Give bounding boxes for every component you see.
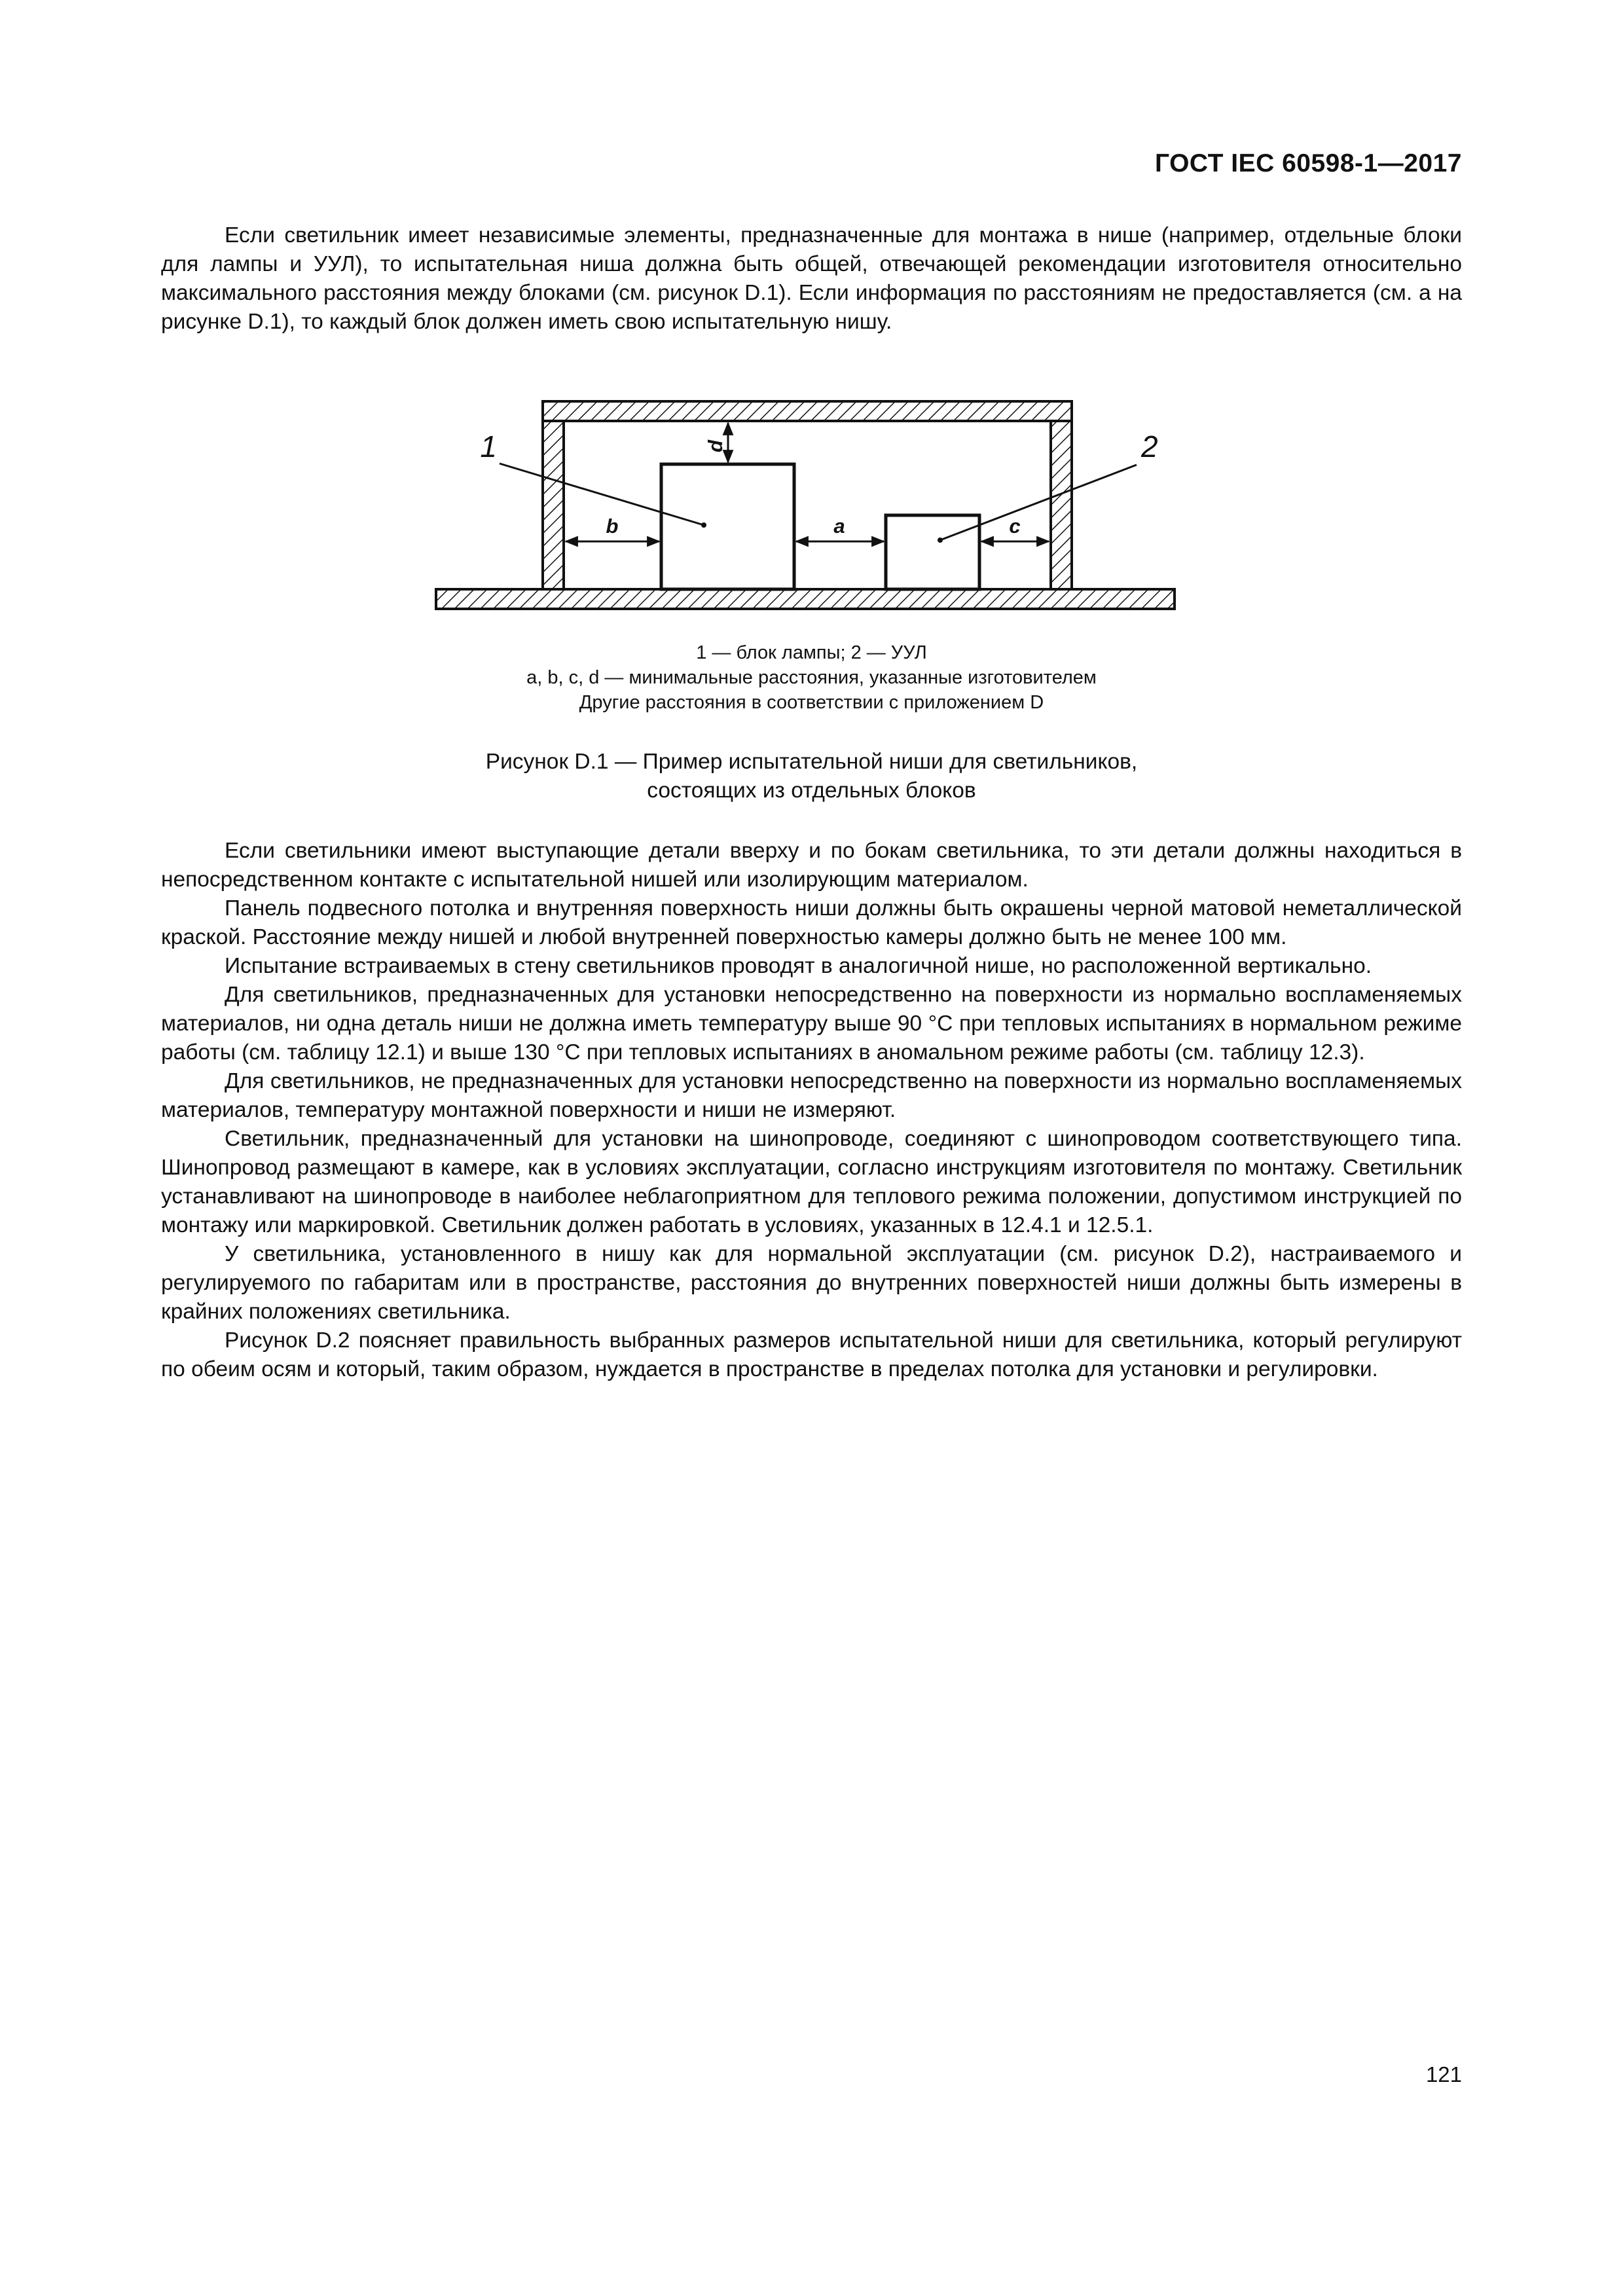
paragraph: Рисунок D.2 поясняет правильность выбранных размеров испытательной ниши для светильника, который регулируют по обеим осям и который, таким образом, нуждается в пространстве в пределах потолка для установки и регулировки. — [161, 1328, 1462, 1381]
paragraph: Светильник, предназначенный для установки на шинопроводе, соединяют с шинопроводом соответствующего типа. Шинопровод размещают в камере, как в условиях эксплуатации, согласно инструкциям изготовителя по монтажу. Светильник устанавливают на шинопроводе в наиболее неблагоприятном для теплового режима положении, допустимом инструкцией по монтажу или маркировкой. Светильник должен работать в условиях, указанных в 12.4.1 и 12.5.1. — [161, 1127, 1462, 1237]
paragraph: Если светильник имеет независимые элементы, предназначенные для монтажа в нише (например, отдельные блоки для лампы и УУЛ), то испытательная ниша должна быть общей, отвечающей рекомендации изготовителя относительно максимального расстояния между блоками (см. рисунок D.1). Если информация по расстояниям не предоставляется (см. a на рисунке D.1), то каждый блок должен иметь свою испытательную нишу. — [161, 223, 1462, 334]
caption-line: Рисунок D.1 — Пример испытательной ниши для светильников, — [485, 750, 1138, 774]
figure-caption — [161, 748, 1462, 805]
paragraph: У светильника, установленного в нишу как для нормальной эксплуатации (см. рисунок D.2), настраиваемого и регулируемого по габаритам или в пространстве, расстояния до внутренних поверхностей ниши должны быть измерены в крайних положениях светильника. — [161, 1242, 1462, 1324]
floor-plate — [436, 589, 1175, 609]
paragraph: Панель подвесного потолка и внутренняя поверхность ниши должны быть окрашены черной матовой неметаллической краской. Расстояние между нишей и любой внутренней поверхностью камеры должно быть не менее 100 мм. — [161, 896, 1462, 949]
legend-line: 1 — блок лампы; 2 — УУЛ — [696, 642, 927, 663]
dim-label-d: d — [704, 440, 727, 452]
caption-line: состоящих из отдельных блоков — [647, 778, 976, 803]
dim-label-a: a — [833, 515, 845, 538]
paragraph: Для светильников, предназначенных для установки непосредственно на поверхности из нормально воспламеняемых материалов, ни одна деталь ниши не должна иметь температуру выше 90 °С при тепловых испытаниях в нормальном режиме работы (см. таблицу 12.1) и выше 130 °С при тепловых испытаниях в аномальном режиме работы (см. таблицу 12.3). — [161, 983, 1462, 1065]
paragraph: Испытание встраиваемых в стену светильников проводят в аналогичной нише, но расположенной вертикально. — [225, 954, 1372, 978]
part-label-1: 1 — [480, 429, 497, 464]
legend-line: a, b, c, d — минимальные расстояния, указанные изготовителем — [526, 667, 1097, 688]
dim-label-b: b — [606, 515, 619, 538]
part-label-2: 2 — [1141, 429, 1158, 464]
legend-line: Другие расстояния в соответствии с приложением D — [579, 692, 1044, 713]
intro-text — [161, 221, 1462, 337]
lamp-block — [661, 464, 794, 589]
niche-top — [543, 401, 1072, 421]
body-text — [161, 837, 1462, 1384]
niche-left-wall — [543, 421, 564, 589]
figure-d1-diagram — [429, 388, 1182, 623]
control-gear-block — [886, 515, 979, 589]
paragraph: Для светильников, не предназначенных для установки непосредственно на поверхности из нормально воспламеняемых материалов, температуру монтажной поверхности и ниши не измеряют. — [161, 1069, 1462, 1122]
niche-diagram — [429, 388, 1182, 623]
document-id: ГОСТ IEC 60598-1—2017 — [1154, 149, 1462, 177]
page-number: 121 — [1425, 2062, 1462, 2086]
paragraph: Если светильники имеют выступающие детали вверху и по бокам светильника, то эти детали должны находиться в непосредственном контакте с испытательной нишей или изолирующим материалом. — [161, 839, 1462, 892]
figure-legend — [161, 640, 1462, 715]
niche-right-wall — [1051, 421, 1072, 589]
leader-line-2 — [940, 465, 1137, 540]
dim-label-c: c — [1009, 515, 1021, 538]
